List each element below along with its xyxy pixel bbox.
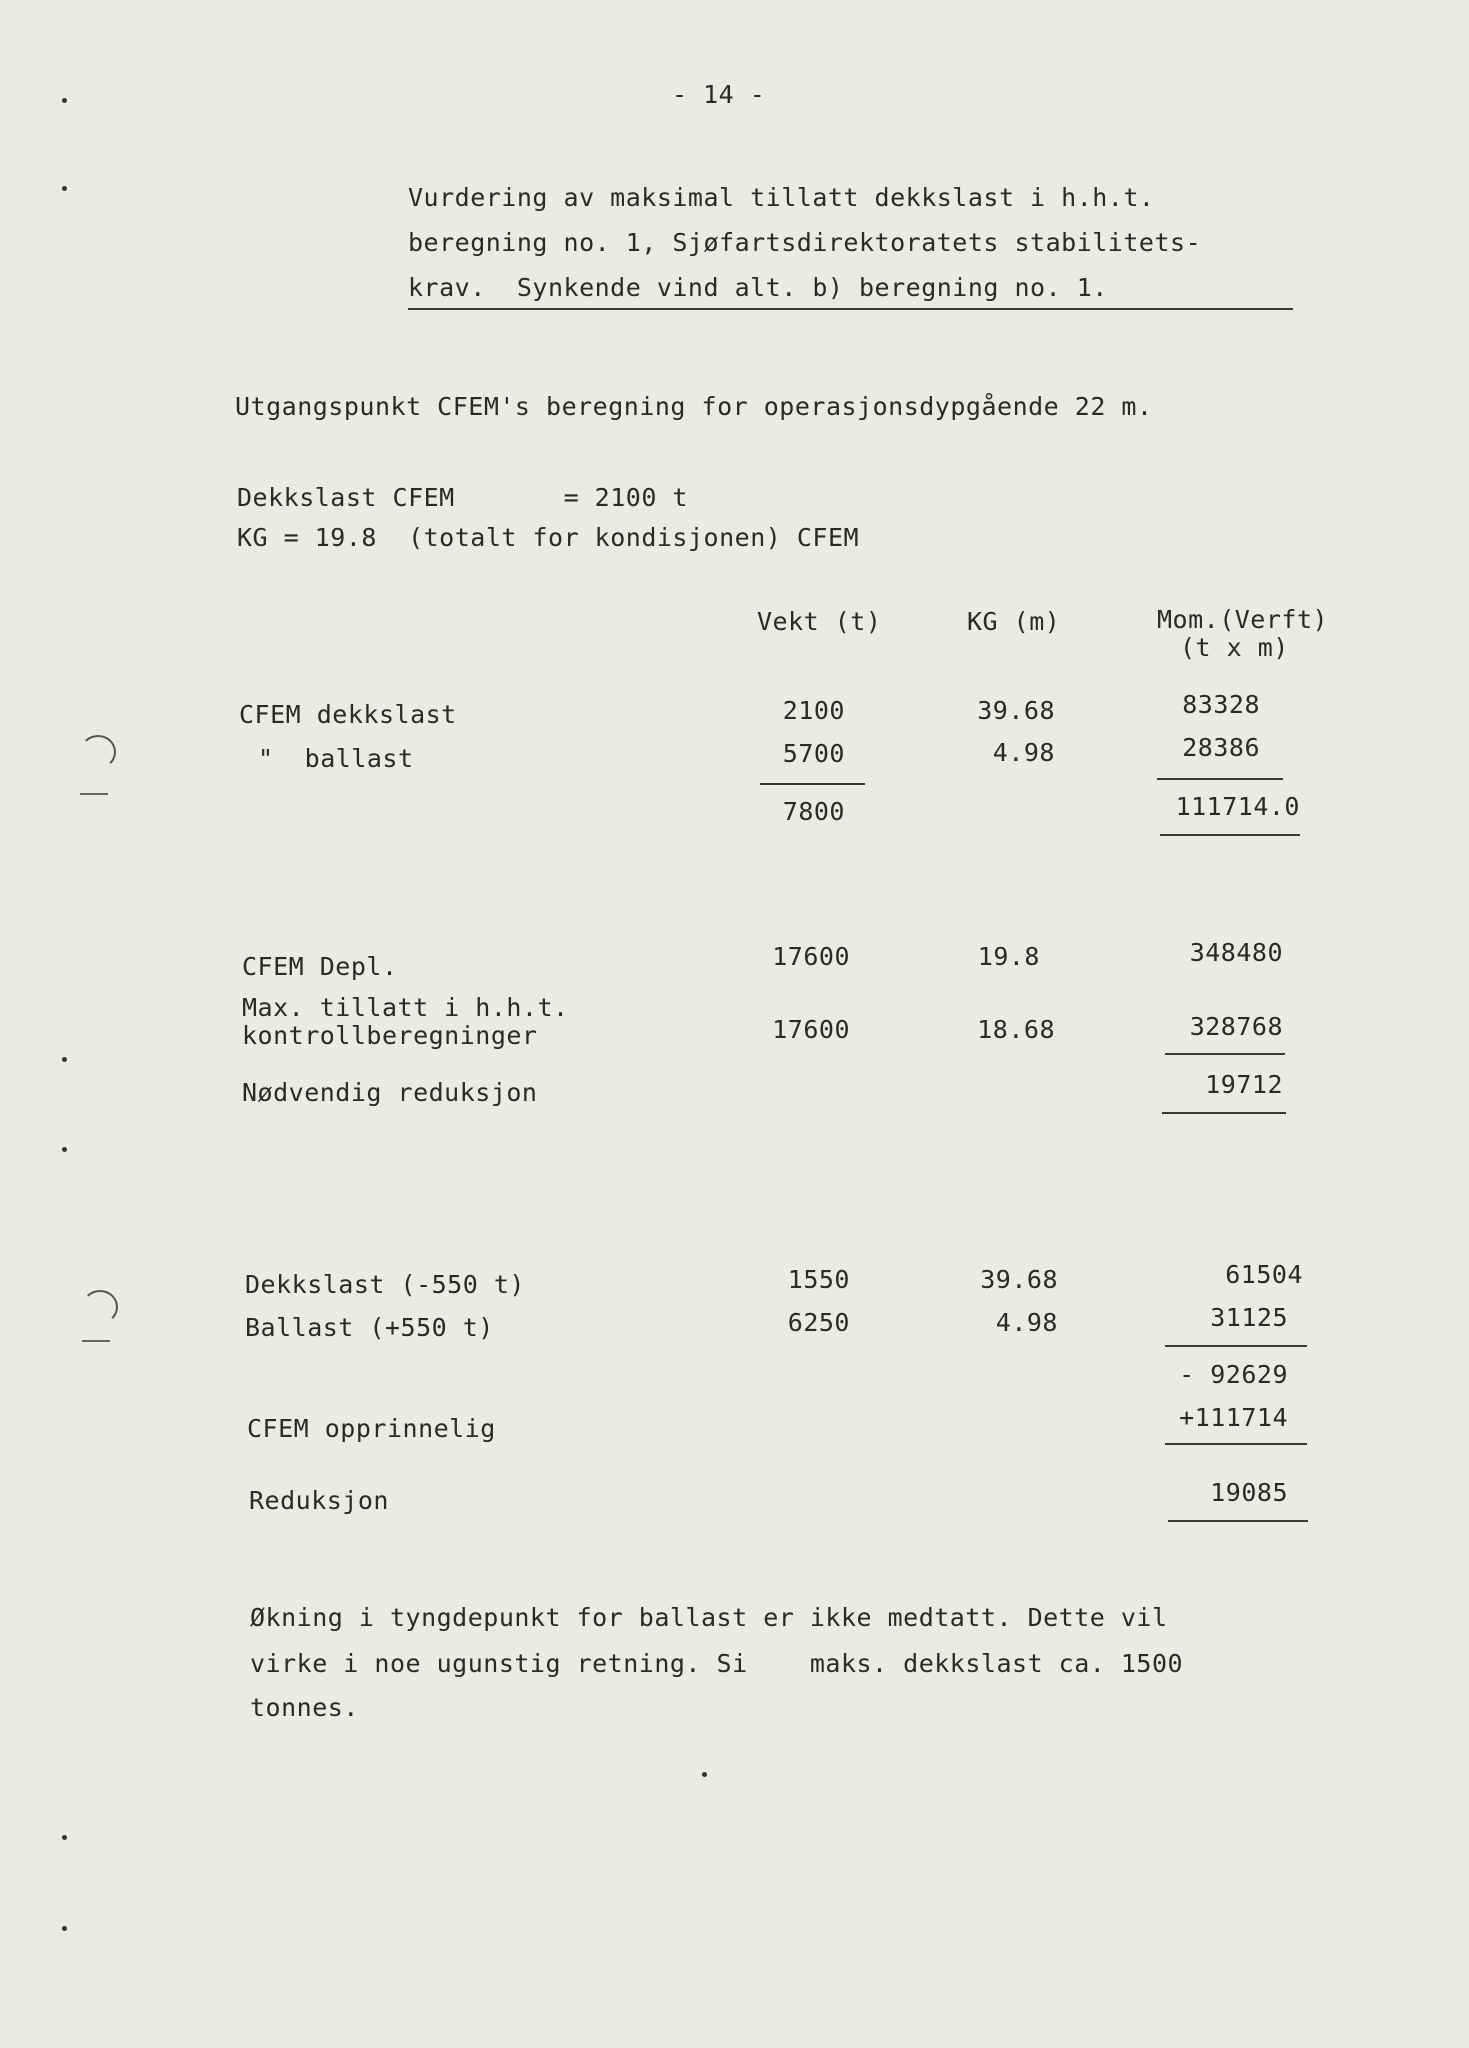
b3-row1-label: Dekkslast (-550 t) bbox=[245, 1270, 525, 1299]
margin-dot bbox=[62, 186, 67, 191]
closing-line-2: virke i noe ugunstig retning. Si maks. dekkslast ca. 1500 bbox=[250, 1649, 1184, 1678]
b1-total-vekt: 7800 bbox=[782, 797, 845, 826]
heading-underline bbox=[408, 308, 1293, 310]
b3-row4-underline bbox=[1168, 1520, 1308, 1522]
b1-row2-mom: 28386 bbox=[1182, 733, 1260, 762]
b1-total-mom: 111714.0 bbox=[1175, 792, 1300, 821]
b2-row1-kg: 19.8 bbox=[977, 942, 1040, 971]
b1-total-underline bbox=[1160, 834, 1300, 836]
b2-row2-label-2: kontrollberegninger bbox=[242, 1021, 538, 1050]
b2-row1-mom: 348480 bbox=[1189, 938, 1283, 967]
b3-row2-mom: 31125 bbox=[1210, 1303, 1288, 1332]
b3-row2-kg: 4.98 bbox=[995, 1308, 1058, 1337]
margin-dot bbox=[62, 1835, 67, 1840]
closing-line-3: tonnes. bbox=[250, 1693, 359, 1722]
b1-vekt-sumline bbox=[760, 783, 865, 785]
b3-row1-vekt: 1550 bbox=[787, 1265, 850, 1294]
b1-row2-kg: 4.98 bbox=[992, 738, 1055, 767]
col-header-mom-unit: (t x m) bbox=[1180, 633, 1289, 662]
b3-row4-mom: 19085 bbox=[1210, 1478, 1288, 1507]
stray-dot bbox=[702, 1772, 707, 1777]
page-number: - 14 - bbox=[672, 80, 766, 109]
punch-hole-mark bbox=[82, 1290, 118, 1324]
b2-row2-mom: 328768 bbox=[1189, 1012, 1283, 1041]
b3-row1-mom: 61504 bbox=[1225, 1260, 1303, 1289]
b3-sum-mom: - 92629 bbox=[1179, 1360, 1288, 1389]
b2-row3-label: Nødvendig reduksjon bbox=[242, 1078, 538, 1107]
col-header-mom: Mom.(Verft) bbox=[1157, 605, 1329, 634]
col-header-kg: KG (m) bbox=[967, 607, 1061, 636]
b3-row2-underline bbox=[1165, 1345, 1307, 1347]
b2-row1-vekt: 17600 bbox=[772, 942, 850, 971]
b1-mom-sumline bbox=[1157, 778, 1283, 780]
punch-hole-dash bbox=[82, 1340, 110, 1342]
b3-row3-mom: +111714 bbox=[1179, 1403, 1288, 1432]
margin-dot bbox=[62, 1147, 67, 1152]
b2-row1-label: CFEM Depl. bbox=[242, 952, 398, 981]
b1-row1-kg: 39.68 bbox=[977, 696, 1055, 725]
punch-hole-dash bbox=[80, 793, 108, 795]
b1-row2-label: " ballast bbox=[258, 744, 414, 773]
kg-line: KG = 19.8 (totalt for kondisjonen) CFEM bbox=[237, 523, 860, 552]
b2-row2-kg: 18.68 bbox=[977, 1015, 1055, 1044]
intro-text: Utgangspunkt CFEM's beregning for operasjonsdypgående 22 m. bbox=[235, 392, 1153, 421]
b3-row4-label: Reduksjon bbox=[249, 1486, 389, 1515]
heading-line-2: beregning no. 1, Sjøfartsdirektoratets stabilitets- bbox=[408, 228, 1202, 257]
margin-dot bbox=[62, 1057, 67, 1062]
b2-row2-label-1: Max. tillatt i h.h.t. bbox=[242, 993, 569, 1022]
heading-line-1: Vurdering av maksimal tillatt dekkslast i h.h.t. bbox=[408, 183, 1155, 212]
b3-row2-vekt: 6250 bbox=[787, 1308, 850, 1337]
b1-row1-label: CFEM dekkslast bbox=[239, 700, 457, 729]
punch-hole-mark bbox=[80, 735, 116, 769]
b1-row1-mom: 83328 bbox=[1182, 690, 1260, 719]
margin-dot bbox=[62, 98, 67, 103]
b1-row2-vekt: 5700 bbox=[782, 739, 845, 768]
closing-line-1: Økning i tyngdepunkt for ballast er ikke medtatt. Dette vil bbox=[250, 1603, 1168, 1632]
col-header-vekt: Vekt (t) bbox=[757, 607, 882, 636]
b2-row3-mom: 19712 bbox=[1205, 1070, 1283, 1099]
heading-line-3: krav. Synkende vind alt. b) beregning no. 1. bbox=[408, 273, 1108, 302]
b3-row3-underline bbox=[1165, 1443, 1307, 1445]
b2-row2-vekt: 17600 bbox=[772, 1015, 850, 1044]
b1-row1-vekt: 2100 bbox=[782, 696, 845, 725]
dekkslast-line: Dekkslast CFEM = 2100 t bbox=[237, 483, 688, 512]
b3-row3-label: CFEM opprinnelig bbox=[247, 1414, 496, 1443]
b3-row2-label: Ballast (+550 t) bbox=[245, 1313, 494, 1342]
b2-row2-underline bbox=[1165, 1053, 1285, 1055]
b3-row1-kg: 39.68 bbox=[980, 1265, 1058, 1294]
margin-dot bbox=[62, 1926, 67, 1931]
b2-row3-underline bbox=[1162, 1112, 1286, 1114]
